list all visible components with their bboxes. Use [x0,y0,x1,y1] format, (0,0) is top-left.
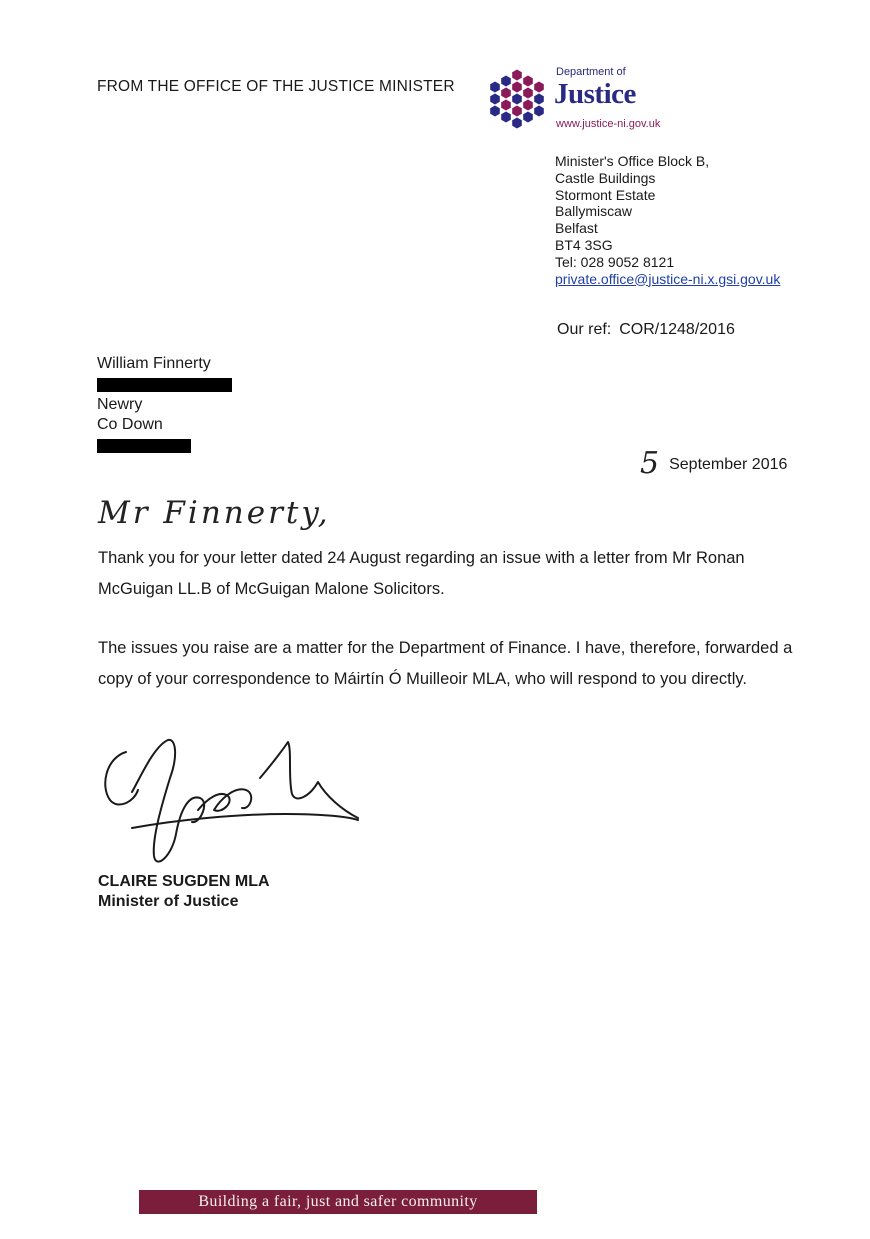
address-line: Belfast [555,220,598,237]
emblem-hexagon [523,75,533,87]
signature-scribble [96,738,366,868]
recipient-county: Co Down [97,416,163,433]
emblem-hexagon [501,75,511,87]
body-paragraph: Thank you for your letter dated 24 August regarding an issue with a letter from Mr Ronan McGuigan LL.B of McGuigan Malone Solicitors. [98,549,745,598]
address-line: Stormont Estate [555,186,656,203]
emblem-hexagon [523,87,533,99]
date-month-year: September 2016 [669,456,788,473]
reference-value: COR/1248/2016 [619,321,735,338]
body-paragraph: The issues you raise are a matter for the Department of Finance. I have, therefore, forwarded a copy of your correspondence to Máirtín Ó Muilleoir MLA, who will respond to you directly. [98,639,793,688]
handwritten-day: 5 [640,446,660,481]
handwritten-signature [96,738,366,868]
emblem-hexagon [512,117,522,129]
emblem-hexagon [512,105,522,117]
footer-slogan: Building a fair, just and safer community [198,1193,478,1210]
our-reference [557,321,735,339]
emblem-hexagon [534,105,544,117]
redaction-bar [97,439,191,453]
signer-title: Minister of Justice [98,893,239,910]
sender-address [555,153,780,287]
address-line: Ballymiscaw [555,203,633,220]
telephone: Tel: 028 9052 8121 [555,253,675,270]
logo-name: Justice [554,78,636,110]
handwritten-salutation: Mr Finnerty, [98,495,331,531]
recipient-name: William Finnerty [97,355,211,372]
emblem-hexagon [490,93,500,105]
emblem-hexagon [523,99,533,111]
footer-slogan-band [139,1190,537,1214]
emblem-hexagon [490,81,500,93]
recipient-address [97,354,232,456]
logo-department-of: Department of [556,66,626,78]
emblem-hexagon [501,111,511,123]
hexagon-emblem-icon [487,66,549,132]
address-line: Minister's Office Block B, [555,153,710,169]
letter-body [98,543,818,723]
address-line: BT4 3SG [555,236,613,253]
emblem-hexagon [534,93,544,105]
emblem-hexagon [501,99,511,111]
emblem-hexagon [490,105,500,117]
emblem-hexagon [512,69,522,81]
department-of-justice-logo [487,66,677,136]
signer-name: CLAIRE SUGDEN MLA [98,873,270,890]
signer-block [98,872,270,912]
emblem-hexagon [512,81,522,93]
office-heading: FROM THE OFFICE OF THE JUSTICE MINISTER [97,78,455,95]
letter-date [640,446,787,481]
redaction-bar [97,378,232,392]
address-line: Castle Buildings [555,169,656,186]
email-link[interactable]: private.office@justice-ni.x.gsi.gov.uk [555,270,781,287]
logo-url: www.justice-ni.gov.uk [556,118,661,130]
emblem-hexagon [512,93,522,105]
recipient-town: Newry [97,395,143,413]
reference-label: Our ref: [557,321,612,338]
emblem-hexagon [523,111,533,123]
emblem-hexagon [501,87,511,99]
emblem-hexagon [534,81,544,93]
